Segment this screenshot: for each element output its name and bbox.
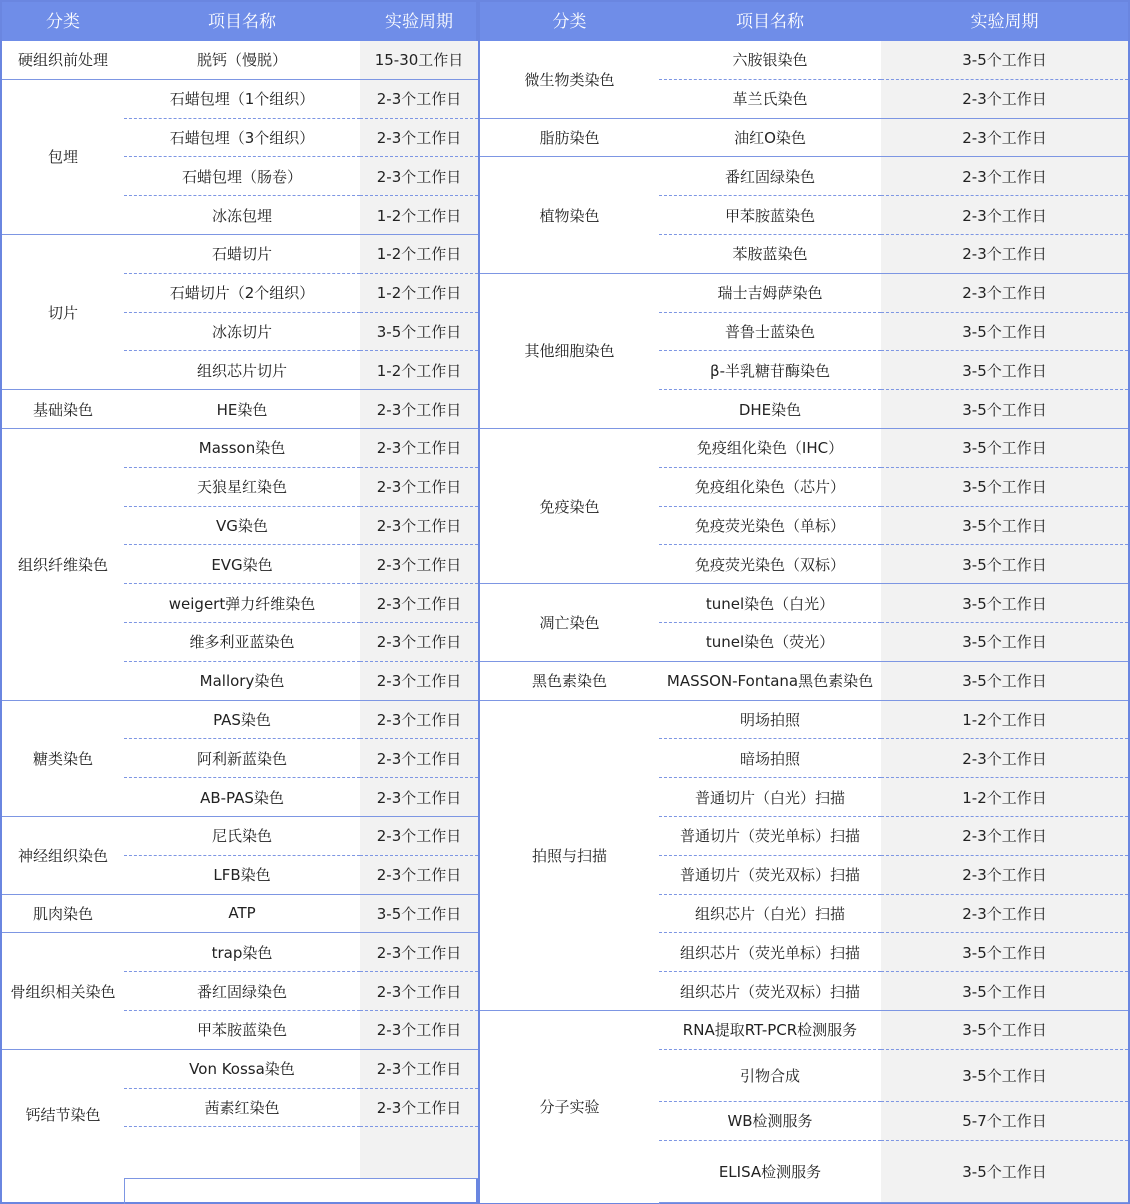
item-period: 3-5个工作日 xyxy=(881,41,1128,80)
item-period: 1-2个工作日 xyxy=(360,274,478,313)
item-name: β-半乳糖苷酶染色 xyxy=(659,351,881,390)
item-period: 2-3个工作日 xyxy=(360,429,478,468)
item-name: 脱钙（慢脱） xyxy=(124,41,360,80)
item-name: 石蜡包埋（1个组织） xyxy=(124,80,360,119)
item-period: 2-3个工作日 xyxy=(881,817,1128,856)
item-period: 2-3个工作日 xyxy=(881,80,1128,119)
item-period: 3-5个工作日 xyxy=(881,972,1128,1011)
item-period: 3-5个工作日 xyxy=(881,1050,1128,1102)
category-cell: 微生物类染色 xyxy=(480,41,659,119)
item-name: 番红固绿染色 xyxy=(124,972,360,1011)
category-cell: 拍照与扫描 xyxy=(480,701,659,1011)
item-period: 3-5个工作日 xyxy=(881,1011,1128,1050)
item-name: 普通切片（荧光双标）扫描 xyxy=(659,856,881,895)
item-period: 2-3个工作日 xyxy=(360,157,478,196)
item-name: 组织芯片切片 xyxy=(124,351,360,390)
item-name: weigert弹力纤维染色 xyxy=(124,584,360,623)
item-name: 石蜡切片 xyxy=(124,235,360,274)
item-period: 2-3个工作日 xyxy=(360,545,478,584)
item-name: DHE染色 xyxy=(659,390,881,429)
item-name: 苯胺蓝染色 xyxy=(659,235,881,274)
item-period: 2-3个工作日 xyxy=(360,1011,478,1050)
item-period: 5-7个工作日 xyxy=(881,1102,1128,1141)
item-name: Mallory染色 xyxy=(124,662,360,701)
item-name: 瑞士吉姆萨染色 xyxy=(659,274,881,313)
item-name: EVG染色 xyxy=(124,545,360,584)
item-name: 尼氏染色 xyxy=(124,817,360,856)
item-period: 2-3个工作日 xyxy=(881,739,1128,778)
item-name: 石蜡切片（2个组织） xyxy=(124,274,360,313)
item-name: 暗场拍照 xyxy=(659,739,881,778)
item-name: ATP xyxy=(124,895,360,934)
category-cell: 糖类染色 xyxy=(2,701,124,817)
item-period: 2-3个工作日 xyxy=(360,80,478,119)
item-period: 1-2个工作日 xyxy=(881,701,1128,740)
item-period: 2-3个工作日 xyxy=(360,1089,478,1128)
category-cell: 组织纤维染色 xyxy=(2,429,124,701)
item-name: 石蜡包埋（3个组织） xyxy=(124,119,360,158)
item-name: 油红O染色 xyxy=(659,119,881,158)
item-name: 免疫组化染色（IHC） xyxy=(659,429,881,468)
item-name: 甲苯胺蓝染色 xyxy=(124,1011,360,1050)
category-cell: 硬组织前处理 xyxy=(2,41,124,80)
category-cell: 其他细胞染色 xyxy=(480,274,659,429)
header-period: 实验周期 xyxy=(970,12,1039,32)
category-cell: 植物染色 xyxy=(480,157,659,273)
item-name: 茜素红染色 xyxy=(124,1089,360,1128)
item-period: 2-3个工作日 xyxy=(360,623,478,662)
left-service-table xyxy=(0,0,478,1204)
item-period: 2-3个工作日 xyxy=(360,1050,478,1089)
item-name: 组织芯片（荧光双标）扫描 xyxy=(659,972,881,1011)
item-period: 2-3个工作日 xyxy=(360,119,478,158)
item-period: 3-5个工作日 xyxy=(881,545,1128,584)
item-period: 2-3个工作日 xyxy=(360,856,478,895)
item-period: 1-2个工作日 xyxy=(360,235,478,274)
item-name: tunel染色（白光） xyxy=(659,584,881,623)
category-cell: 肌肉染色 xyxy=(2,895,124,934)
header-project-name: 项目名称 xyxy=(736,12,804,32)
item-name: 普通切片（荧光单标）扫描 xyxy=(659,817,881,856)
category-cell: 凋亡染色 xyxy=(480,584,659,662)
item-period: 3-5个工作日 xyxy=(881,390,1128,429)
right-table-header xyxy=(480,2,1128,42)
item-name: VG染色 xyxy=(124,507,360,546)
left-table-header xyxy=(2,2,476,42)
item-name: 阿利新蓝染色 xyxy=(124,739,360,778)
item-name: trap染色 xyxy=(124,933,360,972)
item-period: 2-3个工作日 xyxy=(881,196,1128,235)
item-name: 石蜡包埋（肠卷） xyxy=(124,157,360,196)
category-cell: 黑色素染色 xyxy=(480,662,659,701)
item-name: 组织芯片（白光）扫描 xyxy=(659,895,881,934)
item-period: 2-3个工作日 xyxy=(881,895,1128,934)
item-name: 组织芯片（荧光单标）扫描 xyxy=(659,933,881,972)
item-name: 冰冻切片 xyxy=(124,313,360,352)
category-cell: 钙结节染色 xyxy=(2,1050,124,1180)
category-cell: 骨组织相关染色 xyxy=(2,933,124,1049)
item-name: tunel染色（荧光） xyxy=(659,623,881,662)
item-name: HE染色 xyxy=(124,390,360,429)
header-category: 分类 xyxy=(46,12,80,32)
item-name: MASSON-Fontana黑色素染色 xyxy=(659,662,881,701)
category-cell: 脂肪染色 xyxy=(480,119,659,158)
item-period: 3-5个工作日 xyxy=(881,507,1128,546)
item-name: PAS染色 xyxy=(124,701,360,740)
item-period: 2-3个工作日 xyxy=(360,972,478,1011)
right-service-table xyxy=(478,0,1130,1204)
item-period: 3-5个工作日 xyxy=(881,313,1128,352)
item-name: Von Kossa染色 xyxy=(124,1050,360,1089)
item-name: WB检测服务 xyxy=(659,1102,881,1141)
item-period: 2-3个工作日 xyxy=(360,778,478,817)
item-name: LFB染色 xyxy=(124,856,360,895)
item-name: 免疫荧光染色（双标） xyxy=(659,545,881,584)
item-period: 2-3个工作日 xyxy=(360,507,478,546)
item-name: 甲苯胺蓝染色 xyxy=(659,196,881,235)
item-period: 15-30工作日 xyxy=(360,41,478,80)
item-period xyxy=(360,1127,478,1179)
item-period: 2-3个工作日 xyxy=(881,274,1128,313)
item-name: 六胺银染色 xyxy=(659,41,881,80)
item-name: AB-PAS染色 xyxy=(124,778,360,817)
item-period: 1-2个工作日 xyxy=(881,778,1128,817)
item-name: ELISA检测服务 xyxy=(659,1141,881,1203)
item-period: 3-5个工作日 xyxy=(881,429,1128,468)
category-cell: 基础染色 xyxy=(2,390,124,429)
category-cell: 分子实验 xyxy=(480,1011,659,1203)
item-name: 天狼星红染色 xyxy=(124,468,360,507)
item-name: Masson染色 xyxy=(124,429,360,468)
item-period: 2-3个工作日 xyxy=(881,157,1128,196)
item-period: 2-3个工作日 xyxy=(360,701,478,740)
item-period: 3-5个工作日 xyxy=(881,1141,1128,1203)
item-period: 2-3个工作日 xyxy=(881,119,1128,158)
item-name xyxy=(124,1127,360,1179)
item-period: 2-3个工作日 xyxy=(360,739,478,778)
item-name: 明场拍照 xyxy=(659,701,881,740)
item-name: 革兰氏染色 xyxy=(659,80,881,119)
category-cell: 神经组织染色 xyxy=(2,817,124,895)
item-name: RNA提取RT-PCR检测服务 xyxy=(659,1011,881,1050)
item-name: 免疫荧光染色（单标） xyxy=(659,507,881,546)
item-period: 3-5个工作日 xyxy=(360,895,478,934)
item-period: 3-5个工作日 xyxy=(881,468,1128,507)
category-cell: 切片 xyxy=(2,235,124,390)
item-period: 2-3个工作日 xyxy=(360,468,478,507)
item-period: 3-5个工作日 xyxy=(881,623,1128,662)
item-period: 3-5个工作日 xyxy=(881,933,1128,972)
item-period: 3-5个工作日 xyxy=(881,584,1128,623)
item-name: 番红固绿染色 xyxy=(659,157,881,196)
category-cell: 免疫染色 xyxy=(480,429,659,584)
item-period: 3-5个工作日 xyxy=(881,662,1128,701)
item-name: 免疫组化染色（芯片） xyxy=(659,468,881,507)
item-name: 引物合成 xyxy=(659,1050,881,1102)
item-name: 维多利亚蓝染色 xyxy=(124,623,360,662)
item-period: 2-3个工作日 xyxy=(360,662,478,701)
item-period: 2-3个工作日 xyxy=(360,584,478,623)
header-category: 分类 xyxy=(552,12,587,32)
item-name: 冰冻包埋 xyxy=(124,196,360,235)
item-period: 2-3个工作日 xyxy=(881,235,1128,274)
item-period: 2-3个工作日 xyxy=(881,856,1128,895)
item-period: 3-5个工作日 xyxy=(881,351,1128,390)
item-name: 普鲁士蓝染色 xyxy=(659,313,881,352)
item-name: 普通切片（白光）扫描 xyxy=(659,778,881,817)
item-period: 1-2个工作日 xyxy=(360,351,478,390)
item-period: 2-3个工作日 xyxy=(360,933,478,972)
item-period: 2-3个工作日 xyxy=(360,390,478,429)
item-period: 2-3个工作日 xyxy=(360,817,478,856)
category-cell: 包埋 xyxy=(2,80,124,235)
header-period: 实验周期 xyxy=(385,12,453,32)
header-project-name: 项目名称 xyxy=(208,12,276,32)
item-period: 3-5个工作日 xyxy=(360,313,478,352)
item-period: 1-2个工作日 xyxy=(360,196,478,235)
